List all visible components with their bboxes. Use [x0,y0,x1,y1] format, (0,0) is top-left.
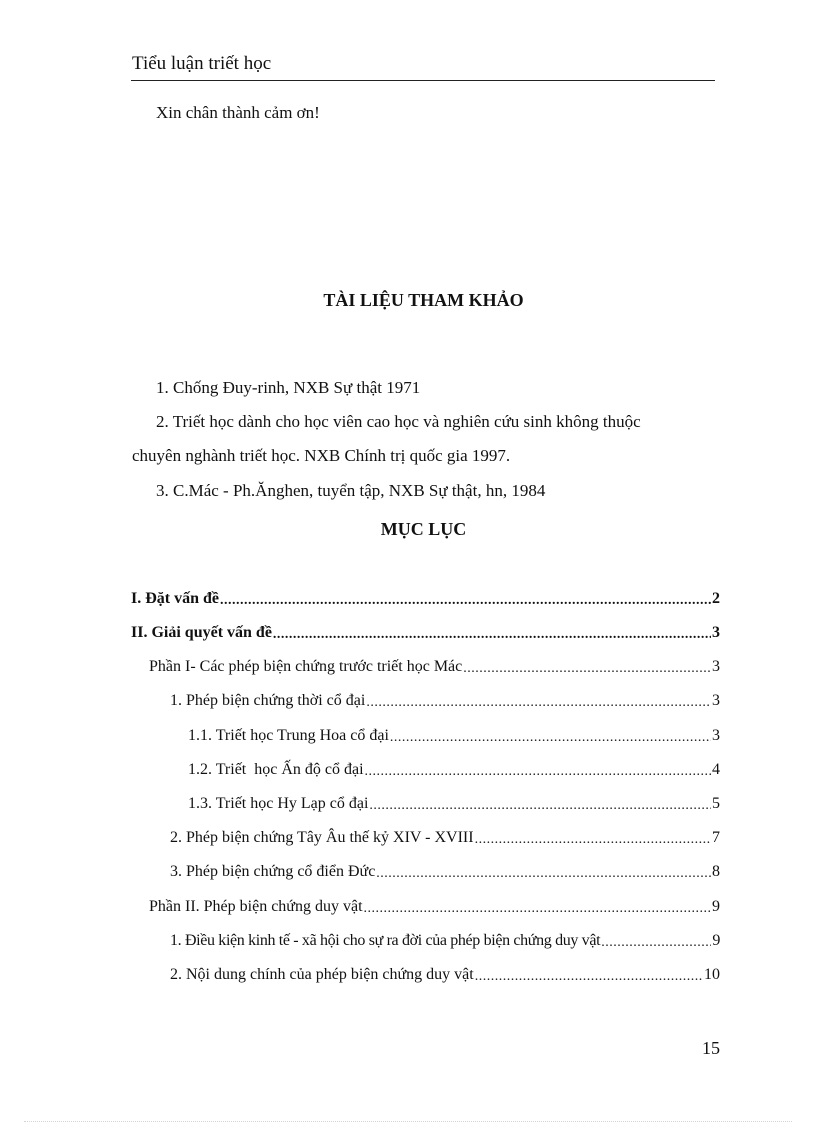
toc-entry-label: 1. Phép biện chứng thời cổ đại [170,692,366,709]
toc-leader-dots [365,763,711,781]
toc-entry-page: 7 [712,829,720,846]
toc-leader-dots [376,865,711,883]
toc-entry-label: 3. Phép biện chứng cổ điển Đức [170,863,376,880]
toc-entry-label: Phần II. Phép biện chứng duy vật [149,898,363,915]
closing-thanks: Xin chân thành cảm ơn! [156,103,320,122]
toc-entry-page: 3 [712,658,720,675]
toc-entry-page: 10 [704,966,720,983]
toc-entry-page: 3 [712,624,720,641]
toc-entry-page: 9 [712,898,720,915]
toc-entry-page: 3 [712,692,720,709]
toc-leader-dots [463,660,711,678]
page-number: 15 [702,1038,720,1058]
toc-leader-dots [369,797,711,815]
toc-entry-co-dai[interactable] [170,690,720,712]
toc-heading: MỤC LỤC [380,519,467,539]
toc-entry-page: 8 [712,863,720,880]
reference-item-1: 1. Chống Đuy-rinh, NXB Sự thật 1971 [156,378,421,397]
reference-item-2-continuation: chuyên nghành triết học. NXB Chính trị quốc gia 1997. [132,446,511,465]
references-heading: TÀI LIỆU THAM KHẢO [323,290,524,310]
toc-entry-label: I. Đặt vấn đề [131,590,220,607]
toc-entry-co-dien-duc[interactable] [170,861,720,883]
toc-entry-noi-dung[interactable] [170,964,720,986]
toc-entry-dieu-kien[interactable] [170,930,720,952]
toc-entry-label: 1.3. Triết học Hy Lạp cổ đại [188,795,369,812]
toc-entry-label: Phần I- Các phép biện chứng trước triết học Mác [149,658,463,675]
toc-leader-dots [601,934,711,952]
toc-entry-page: 3 [712,727,720,744]
reference-item-2: 2. Triết học dành cho học viên cao học và nghiên cứu sinh không thuộc [156,412,641,431]
toc-entry-page: 9 [712,932,720,949]
toc-entry-phan-1[interactable] [149,656,720,678]
toc-entry-label: 1.2. Triết học Ấn độ cổ đại [188,761,364,778]
toc-entry-label: 1. Điều kiện kinh tế - xã hội cho sự ra đời của phép biện chứng duy vật [170,932,601,949]
toc-entry-tay-au[interactable] [170,827,720,849]
toc-entry-label: 2. Nội dung chính của phép biện chứng duy vật [170,966,474,983]
toc-leader-dots [220,592,711,610]
page-bottom-edge [24,1121,792,1122]
toc-leader-dots [273,626,711,644]
toc-leader-dots [366,694,711,712]
toc-entry-label: 2. Phép biện chứng Tây Âu thế kỷ XIV - XVIII [170,829,474,846]
toc-leader-dots [475,831,711,849]
toc-entry-page: 5 [712,795,720,812]
toc-entry-an-do[interactable] [188,759,720,781]
reference-item-3: 3. C.Mác - Ph.Ănghen, tuyển tập, NXB Sự thật, hn, 1984 [156,481,546,500]
toc-leader-dots [390,729,711,747]
toc-entry-trung-hoa[interactable] [188,725,720,747]
toc-entry-page: 2 [712,590,720,607]
toc-entry-giai-quyet-van-de[interactable] [131,622,720,644]
running-header-title: Tiểu luận triết học [132,53,272,74]
toc-entry-label: 1.1. Triết học Trung Hoa cổ đại [188,727,389,744]
toc-entry-label: II. Giải quyết vấn đề [131,624,272,641]
toc-leader-dots [364,900,711,918]
toc-entry-phan-2[interactable] [149,896,720,918]
toc-entry-dat-van-de[interactable] [131,588,720,610]
toc-leader-dots [475,968,703,986]
toc-entry-hy-lap[interactable] [188,793,720,815]
toc-entry-page: 4 [712,761,720,778]
